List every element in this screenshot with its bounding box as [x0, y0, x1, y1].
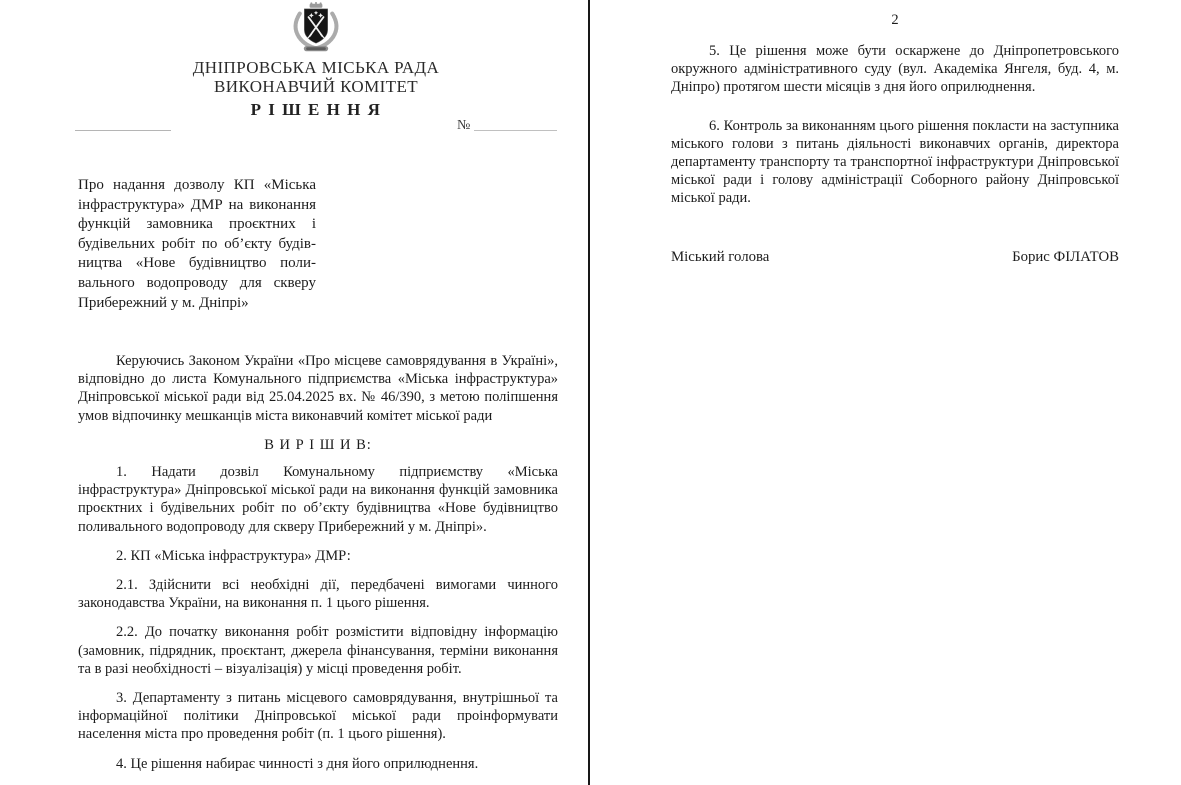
subject-line: Прибережний у м. Дніпрі» [78, 294, 249, 311]
document-header [75, 2, 557, 120]
decision-item-2-2: 2.2. До початку виконання робіт розмістити відповідну інформацію (замовник, підрядник, проєктант, джерела фінансування, терміни виконання та в разі необхідності – візуалізація) у місці проведення робіт. [78, 624, 558, 677]
decision-body-continued [671, 42, 1119, 266]
signatory-name: Борис ФІЛАТОВ [1012, 248, 1119, 265]
number-label: № [457, 118, 471, 133]
document-page-1 [0, 0, 588, 785]
signature-block [671, 248, 1119, 266]
number-blank-line [474, 130, 557, 131]
decision-item-2: 2. КП «Міська інфраструктура» ДМР: [116, 547, 351, 564]
subject-line: функцій замовника проєктних і [78, 216, 316, 233]
subject-line: Про надання дозволу КП «Міська [78, 177, 316, 193]
document-type-title: Р І Ш Е Н Н Я [250, 100, 382, 119]
decision-item-5: 5. Це рішення може бути оскаржене до Дніпропетровського окружного адміністративного суду (вул. Академіка Янгеля, буд. 4, м. Дніпро) протягом шести місяців з дня його оприлюднення. [671, 43, 1119, 96]
decision-body [78, 352, 558, 784]
resolved-heading: В И Р І Ш И В: [264, 436, 372, 453]
subject-line: вального водопроводу для скверу [78, 274, 316, 291]
subject-line: будівельних робіт по об’єкту будів- [78, 235, 316, 252]
page-number: 2 [891, 12, 899, 28]
org-name-line2: ВИКОНАВЧИЙ КОМІТЕТ [213, 77, 419, 96]
preamble-paragraph: Керуючись Законом України «Про місцеве самоврядування в Україні», відповідно до листа Комунального підприємства «Міська інфраструктура» Дніпровської міської ради від 25.04.2025 вх. № 46/390, з метою поліпшення умов відпочинку мешканців міста виконавчий комітет міської ради [78, 353, 558, 424]
decision-item-6: 6. Контроль за виконанням цього рішення покласти на заступника міського голови з питань діяльності виконавчих органів, директора департаменту транспорту та транспортної інфраструктури Дніпровської міської ради і голову адміністрації Соборного району Дніпровської міської ради. [671, 117, 1119, 207]
reference-line [75, 118, 557, 136]
org-name-line1: ДНІПРОВСЬКА МІСЬКА РАДА [192, 58, 440, 77]
dnipro-coat-of-arms-icon [287, 2, 345, 53]
document-page-2 [590, 0, 1181, 785]
decision-item-2-1: 2.1. Здійснити всі необхідні дії, передбачені вимогами чинного законодавства України, на виконання п. 1 цього рішення. [78, 577, 558, 612]
decision-subject [78, 176, 316, 313]
decision-item-3: 3. Департаменту з питань місцевого самоврядування, внутрішньої та інформаційної політики Дніпровської міської ради проінформувати населення міста про проведення робіт (п. 1 цього рішення). [78, 690, 558, 743]
decision-item-4: 4. Це рішення набирає чинності з дня його оприлюднення. [116, 755, 479, 772]
subject-line: ництва «Нове будівництво поли- [78, 255, 316, 272]
signatory-title: Міський голова [671, 248, 770, 265]
decision-item-1: 1. Надати дозвіл Комунальному підприємству «Міська інфраструктура» Дніпровської міської ради на виконання функцій замовника проєктних і будівельних робіт по об’єкту будівництва «Нове будівництво поливального водопроводу для скверу Прибережний у м. Дніпрі». [78, 464, 558, 535]
date-blank-line [75, 130, 171, 131]
subject-line: інфраструктура» ДМР на виконання [78, 196, 316, 213]
